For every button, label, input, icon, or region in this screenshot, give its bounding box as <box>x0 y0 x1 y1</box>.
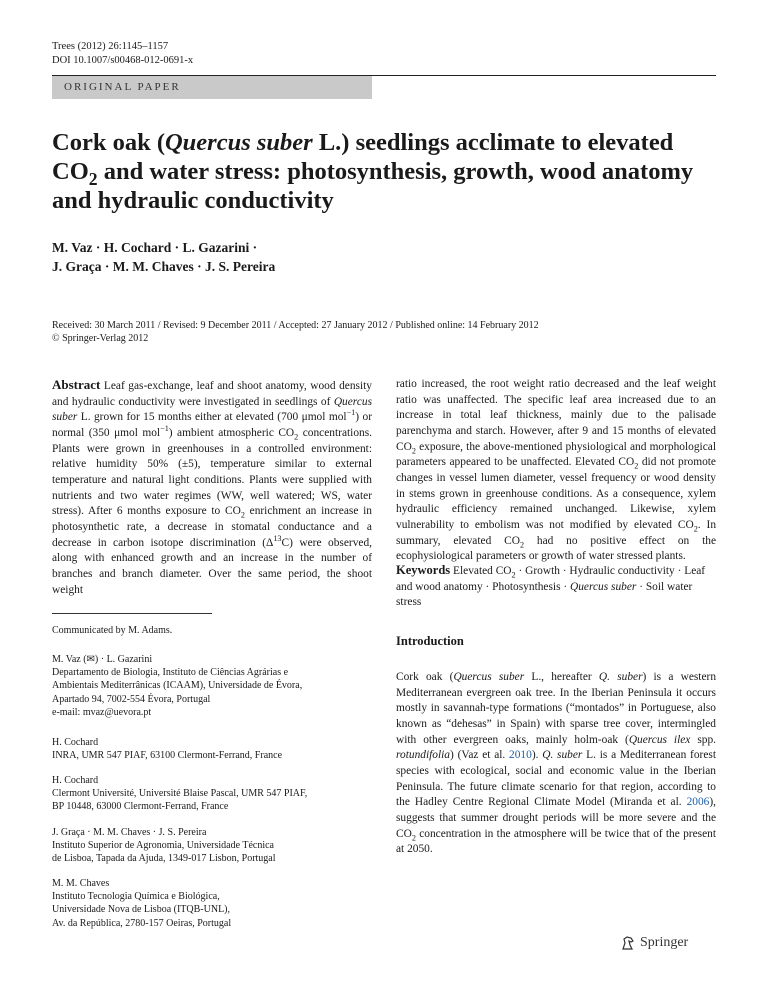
abstract-continued: ratio increased, the root weight ratio decreased and the leaf weight ratio was unaffected. The specific leaf area increased due to an increase in total leaf thickness, mainly due to the palisade parenchyma and starch. However, after 9 and 15 months of elevated $CO_2$ exposure, the above-mentioned physiological and morphological parameters appeared to be unaffected. Elevated $CO_2$ did not promote changes in vessel lumen diameter, vessel frequency or wood density in stems grown in greenhouse conditions. As a consequence, xylem hydraulic efficiency remained unchanged. Likewise, xylem vulnerability to embolism was not modified by elevated $CO_2$. In summary, elevated $CO_2$ had no positive effect on the ecophysiological parameters or growth of water stressed plants. <box>396 378 717 563</box>
affiliation-1: M. Vaz (✉) · L. Gazarini Departamento de Biologia, Instituto de Ciências Agrárias e Ambientais Mediterrânicas (ICAAM), Universidade de Évora, Apartado 94, 7002-554 Évora, Portugal e-mail: mvaz@uevora.pt <box>52 653 372 719</box>
introduction-heading: Introduction <box>396 634 464 648</box>
springer-horse-icon <box>620 935 636 951</box>
journal-header <box>52 40 193 68</box>
keywords-label: Keywords <box>396 563 451 577</box>
keywords: Keywords Elevated $CO_2$ · Growth · Hydraulic conductivity · Leaf and wood anatomy · Photosynthesis · Quercus suber · Soil water stress <box>396 563 706 609</box>
affiliation-3: H. Cochard Clermont Université, Université Blaise Pascal, UMR 547 PIAF, BP 10448, 63000 Clermont-Ferrand, France <box>52 775 308 813</box>
section-label-bar <box>52 76 372 99</box>
author-list: M. Vaz · H. Cochard · L. Gazarini · J. Graça · M. M. Chaves · J. S. Pereira <box>52 240 276 274</box>
footnote-rule <box>52 613 212 614</box>
article-title: Cork oak (Quercus suber L.) seedlings acclimate to elevated $CO_2$ and water stress: photosynthesis, growth, wood anatomy and hydraulic conductivity <box>52 129 694 214</box>
abstract: Abstract Leaf gas-exchange, leaf and shoot anatomy, wood density and hydraulic conductivity were investigated in seedlings of Quercus suber L. grown for 15 months either at elevated (700 μmol mol$^{-1}$) or normal (350 μmol mol$^{-1}$) ambient atmospheric $CO_2$ concentrations. Plants were grown in greenhouses in a controlled environment: relative humidity 50% (±5), temperature similar to external temperature and natural light conditions. Plants were supplied with nutrients and two water regimes (WW, well watered; WS, water stress). After 6 months exposure to $CO_2$ enrichment an increase in photosynthetic rate, a decrease in stomatal conductance and a decrease in carbon isotope discrimination $(\Delta^{13}C)$ were observed, along with enhanced growth and an increase in the number of branches and branch diameter. Over the same period, the shoot weight <box>52 377 373 596</box>
doi[interactable]: DOI 10.1007/s00468-012-0691-x <box>52 55 194 66</box>
abstract-label: Abstract <box>52 377 101 392</box>
section-label: ORIGINAL PAPER <box>64 81 181 93</box>
citation-link[interactable]: 2006 <box>686 796 710 809</box>
introduction-text: Cork oak (Quercus suber L., hereafter Q. suber) is a western Mediterranean evergreen oak tree. In the Iberian Peninsula it occurs mostly in savannah-type formations (“montados” in Portuguese, also known as “dehesas” in Spain) with sparse tree cover, intermingled with other evergreen oaks, mainly holm-oak (Quercus ilex spp. rotundifolia) (Vaz et al. 2010). Q. suber L. is a Mediterranean forest species with ecological, social and economic value in the Iberian Peninsula. The future climate scenario for that region, according to the Hadley Centre Regional Climate Model (Miranda et al. 2006), suggests that summer drought periods will be more severe and the $CO_2$ concentration in the atmosphere will be twice that of the present at 2050. <box>396 671 717 856</box>
copyright: © Springer-Verlag 2012 <box>52 333 149 344</box>
affiliation-4: J. Graça · M. M. Chaves · J. S. Pereira Instituto Superior de Agronomia, Universidade Técnica de Lisboa, Tapada da Ajuda, 1349-017 Lisbon, Portugal <box>52 827 276 865</box>
publisher-name: Springer <box>640 935 689 950</box>
affiliation-5: M. M. Chaves Instituto Tecnologia Química e Biológica, Universidade Nova de Lisboa (ITQB-UNL), Av. da República, 2780-157 Oeiras, Portugal <box>52 878 232 929</box>
journal-citation: Trees (2012) 26:1145–1157 <box>52 41 169 52</box>
publisher-logo <box>620 935 688 951</box>
affiliation-2: H. Cochard INRA, UMR 547 PIAF, 63100 Clermont-Ferrand, France <box>52 737 283 762</box>
email-link[interactable]: e-mail: mvaz@uevora.pt <box>52 706 152 718</box>
communicated-by: Communicated by M. Adams. <box>52 625 173 636</box>
publication-dates: Received: 30 March 2011 / Revised: 9 December 2011 / Accepted: 27 January 2012 / Published online: 14 February 2012 © Springer-Verlag 2012 <box>52 319 722 345</box>
citation-link[interactable]: 2010 <box>509 749 532 762</box>
